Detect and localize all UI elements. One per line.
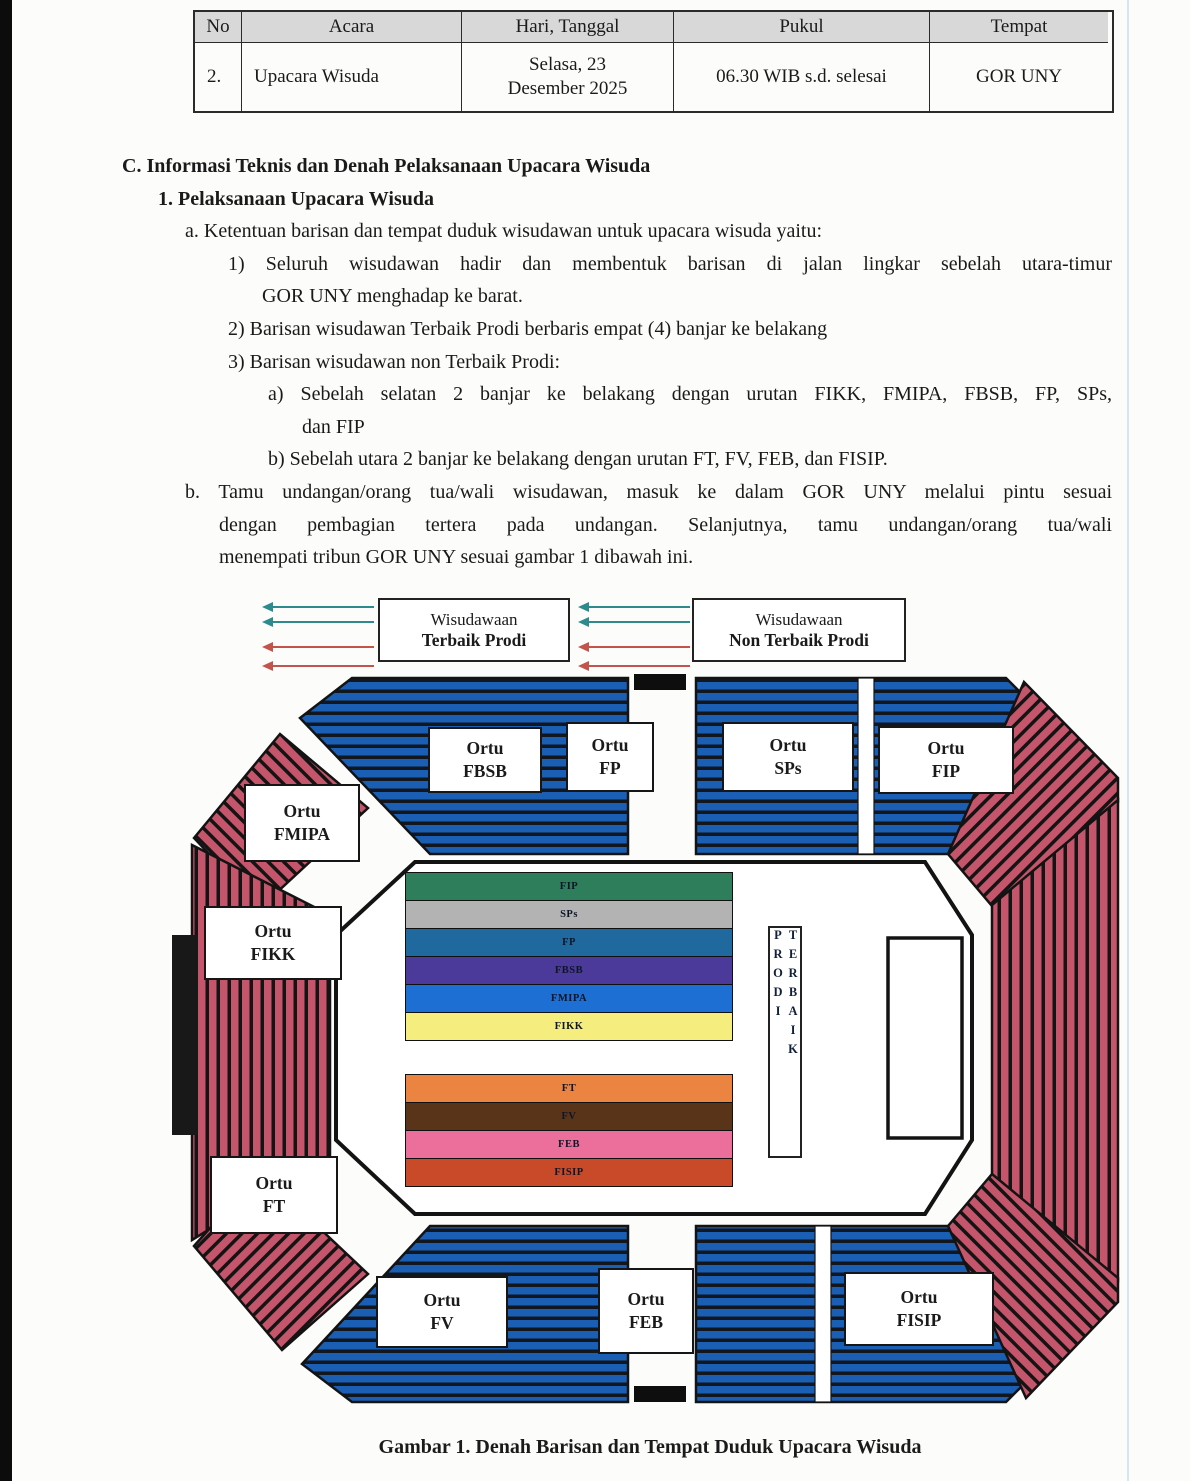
label-ortu-fv [376,1276,508,1348]
terbaik-prodi-box [768,926,802,1158]
ortu-line: Ortu [423,1290,461,1311]
north-aisle [858,678,874,854]
left-arrow-icon [578,617,690,627]
item-b-line2: dengan pembagian tertera pada undangan. Selanjutnya, tamu undangan/orang tua/wali [219,513,1112,536]
hari-line2: Desember 2025 [507,78,628,99]
ortu-line: Ortu [769,735,807,756]
ortu-line: FIKK [250,944,296,964]
label-ortu-ft [210,1156,338,1234]
ortu-line: FISIP [896,1310,942,1330]
ortu-line: SPs [774,758,802,778]
heading-c: C. Informasi Teknis dan Denah Pelaksanaan Upacara Wisuda [122,155,651,177]
item-a: a. Ketentuan barisan dan tempat duduk wisudawan untuk upacara wisuda yaitu: [185,220,823,243]
ortu-line: FT [262,1196,286,1216]
ortu-line: Ortu [591,735,629,756]
south-entrance [634,1386,686,1402]
ortu-line: FEB [628,1312,664,1332]
legend-line: Terbaik Prodi [421,629,527,650]
stage-box [888,938,962,1138]
table-cell-acara: Upacara Wisuda [242,43,462,111]
bar-label: FT [561,1083,577,1094]
ortu-line: FMIPA [273,824,331,844]
legend-line: Wisudawaan [430,609,518,629]
bar-sps [405,900,733,929]
table-header-acara: Acara [242,12,462,43]
bar-label: FBSB [554,965,584,976]
left-arrow-icon [262,602,374,612]
legend-terbaik-prodi [378,598,570,662]
faculty-bars-upper [405,873,733,1041]
label-ortu-fmipa [244,784,360,862]
bar-fisip [405,1158,733,1187]
bar-fp [405,928,733,957]
label-ortu-sps [722,722,854,792]
ortu-line: Ortu [927,738,965,759]
label-ortu-fisip [844,1272,994,1346]
ortu-line: FV [430,1313,454,1333]
label-ortu-fip [878,726,1014,794]
table-header-pukul: Pukul [674,12,930,43]
bar-label: FMIPA [550,993,588,1004]
table-cell-hari [462,43,674,111]
bar-label: FP [562,937,576,948]
bar-fikk [405,1012,733,1041]
faculty-bars-lower [405,1075,733,1187]
legend-line: Wisudawaan [755,609,843,629]
bar-fbsb [405,956,733,985]
table-header-hari: Hari, Tanggal [462,12,674,43]
ortu-line: FIP [931,761,961,781]
item-a2: 2) Barisan wisudawan Terbaik Prodi berbaris empat (4) banjar ke belakang [228,317,828,340]
bar-label: FIKK [554,1021,584,1032]
west-black-block [172,935,198,1135]
bar-label: SPs [560,909,578,920]
bar-label: FEB [558,1139,580,1150]
arrow-group-left [262,598,374,676]
ortu-line: Ortu [900,1287,938,1308]
bar-label: FISIP [554,1167,584,1178]
bar-fmipa [405,984,733,1013]
ortu-line: Ortu [466,738,504,759]
bar-feb [405,1130,733,1159]
table-header-tempat: Tempat [930,12,1108,43]
table-cell-tempat: GOR UNY [975,66,1063,88]
label-ortu-feb [598,1268,694,1354]
figure-caption: Gambar 1. Denah Barisan dan Tempat Duduk Upacara Wisuda [378,1436,922,1458]
hari-line1: Selasa, 23 [528,54,607,76]
table-cell-no: 2. [195,43,242,111]
left-arrow-icon [578,642,690,652]
table-header-no: No [195,12,242,43]
legend-line: Non Terbaik Prodi [729,629,869,650]
body-text [122,150,1114,574]
scan-black-edge [0,0,12,1481]
north-entrance [634,674,686,690]
arrow-group-middle [578,598,690,676]
item-a3: 3) Barisan wisudawan non Terbaik Prodi: [228,350,561,373]
bar-label: FIP [559,881,579,892]
label-ortu-fbsb [428,727,542,793]
ortu-line: Ortu [254,921,292,942]
bar-fv [405,1102,733,1131]
left-arrow-icon [578,602,690,612]
ortu-line: Ortu [627,1289,665,1310]
item-b-line3: menempati tribun GOR UNY sesuai gambar 1 dibawah ini. [219,546,694,569]
item-a3a-line2: dan FIP [302,415,365,438]
label-ortu-fikk [204,906,342,980]
table-cell-pukul: 06.30 WIB s.d. selesai [674,43,930,111]
item-a1-line1: 1) Seluruh wisudawan hadir dan membentuk barisan di jalan lingkar sebelah utara-timur [228,252,1112,275]
south-aisle [815,1226,831,1402]
ortu-line: Ortu [255,1173,293,1194]
label-ortu-fp [566,722,654,792]
schedule-table [193,10,1114,113]
left-arrow-icon [262,642,374,652]
ortu-line: FBSB [463,761,507,781]
bar-label: FV [561,1111,577,1122]
left-arrow-icon [262,617,374,627]
bar-ft [405,1074,733,1103]
ortu-line: Ortu [283,801,321,822]
ortu-line: FP [599,758,621,778]
item-a1-line2: GOR UNY menghadap ke barat. [262,285,523,308]
item-a3b: b) Sebelah utara 2 banjar ke belakang dengan urutan FT, FV, FEB, dan FISIP. [268,448,888,471]
heading-1: 1. Pelaksanaan Upacara Wisuda [158,187,434,210]
bar-fip [405,872,733,901]
item-b-line1: b. Tamu undangan/orang tua/wali wisudawan, masuk ke dalam GOR UNY melalui pintu sesuai [185,480,1112,503]
item-a3a-line1: a) Sebelah selatan 2 banjar ke belakang dengan urutan FIKK, FMIPA, FBSB, FP, SPs, [268,383,1112,406]
terbaik-prodi-label: TERBAIK PRODI [771,928,800,1061]
legend-non-terbaik-prodi [692,598,906,662]
